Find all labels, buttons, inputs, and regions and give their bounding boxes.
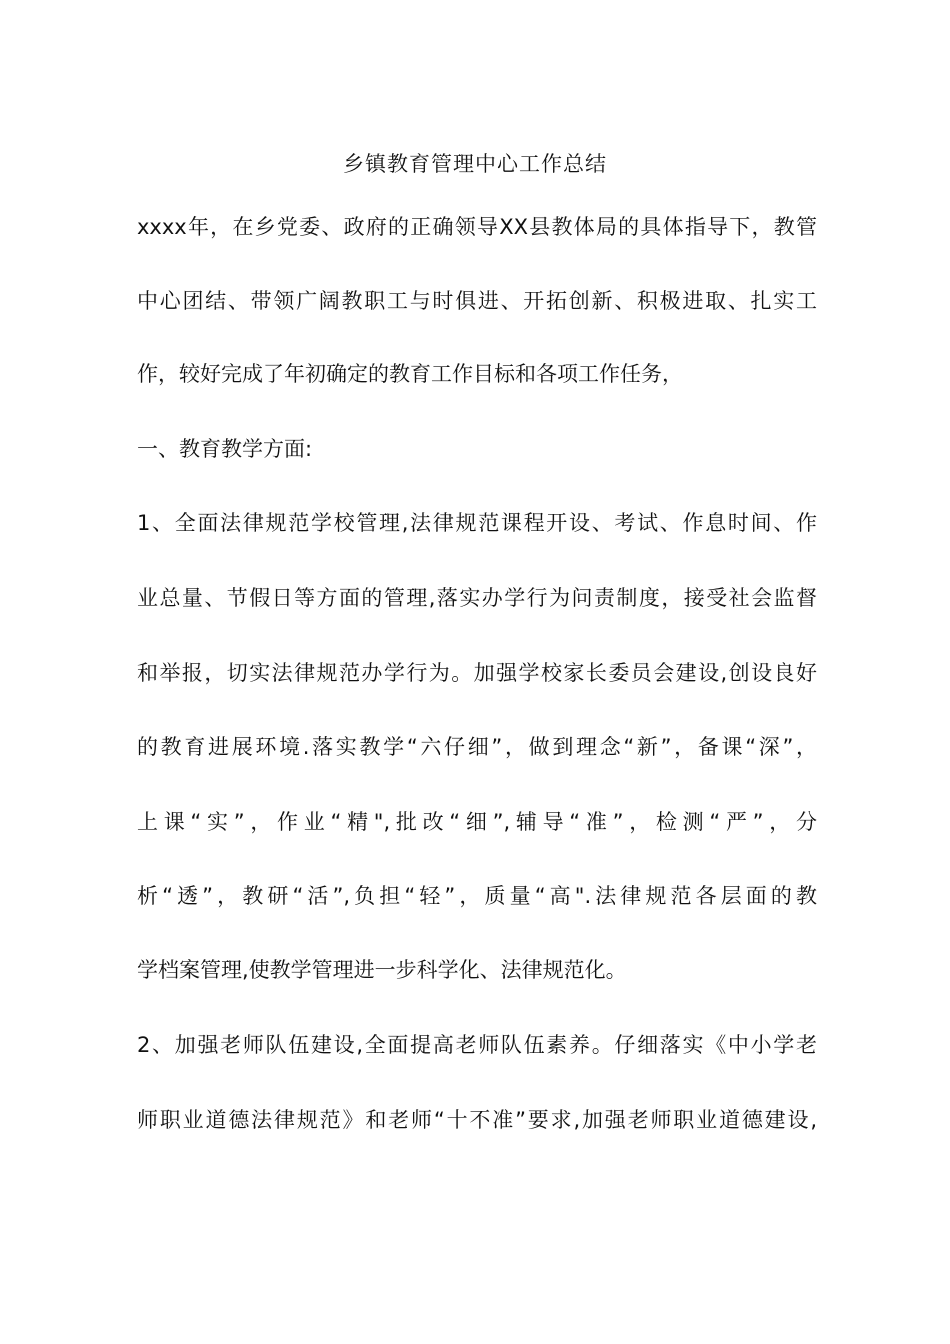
paragraph-line-6: 业总量、节假日等方面的管理,落实办学行为问责制度，接受社会监督	[137, 586, 817, 610]
document-title: 乡镇教育管理中心工作总结	[343, 152, 607, 176]
paragraph-line-13: 师职业道德法律规范》和老师“十不准”要求,加强老师职业道德建设,	[137, 1108, 817, 1132]
paragraph-line-10: 析“透”，教研“活”,负担“轻”，质量“高".法律规范各层面的教	[137, 884, 817, 908]
paragraph-line-7: 和举报，切实法律规范办学行为。加强学校家长委员会建设,创设良好	[137, 661, 817, 685]
paragraph-line-8: 的教育进展环境.落实教学“六仔细”，做到理念“新”，备课“深”，	[137, 735, 817, 759]
paragraph-line-9: 上课“实”，作业“精",批改“细”,辅导“准”，检测“严”，分	[137, 810, 817, 834]
paragraph-line-11: 学档案管理,使教学管理进一步科学化、法律规范化。	[137, 958, 627, 982]
paragraph-line-2: 中心团结、带领广阔教职工与时俱进、开拓创新、积极进取、扎实工	[137, 289, 817, 313]
paragraph-line-5: 1、全面法律规范学校管理,法律规范课程开设、考试、作息时间、作	[137, 511, 817, 535]
paragraph-line-1: xxxx年，在乡党委、政府的正确领导XX县教体局的具体指导下，教管	[137, 215, 817, 239]
section-heading-1: 一、教育教学方面:	[137, 437, 313, 461]
paragraph-line-12: 2、加强老师队伍建设,全面提高老师队伍素养。仔细落实《中小学老	[137, 1033, 817, 1057]
paragraph-line-3: 作，较好完成了年初确定的教育工作目标和各项工作任务，	[137, 362, 683, 386]
